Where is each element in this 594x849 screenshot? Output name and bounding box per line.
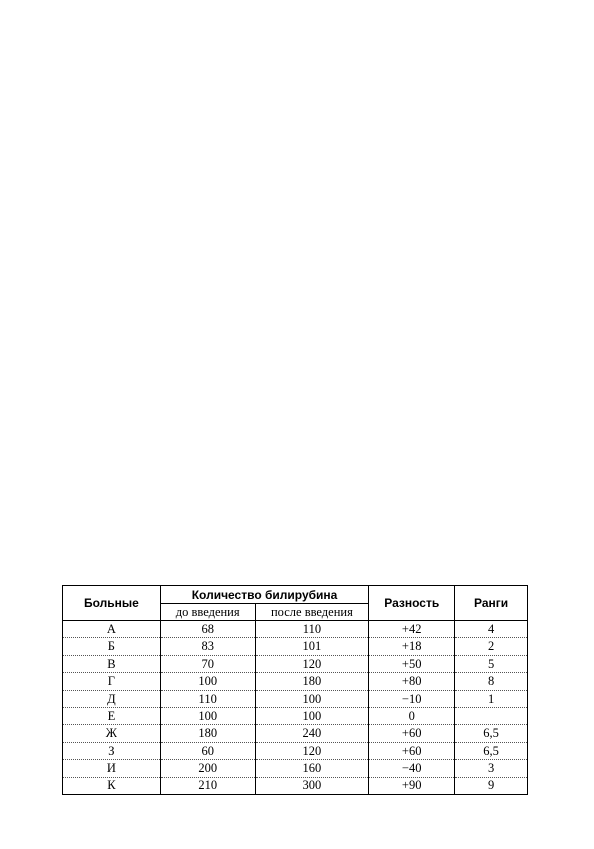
bilirubin-table (62, 585, 528, 795)
cell-difference: +60 (369, 725, 455, 742)
cell-difference: −10 (369, 690, 455, 707)
cell-rank: 9 (455, 777, 528, 794)
cell-before: 180 (160, 725, 255, 742)
cell-difference: +50 (369, 655, 455, 672)
cell-before: 200 (160, 760, 255, 777)
cell-after: 240 (255, 725, 369, 742)
cell-difference: +80 (369, 673, 455, 690)
cell-patient: Г (63, 673, 161, 690)
cell-patient: К (63, 777, 161, 794)
header-before: до введения (160, 604, 255, 621)
cell-rank: 2 (455, 638, 528, 655)
cell-after: 100 (255, 690, 369, 707)
cell-patient: З (63, 742, 161, 759)
cell-after: 110 (255, 621, 369, 638)
cell-after: 101 (255, 638, 369, 655)
cell-before: 60 (160, 742, 255, 759)
cell-rank: 1 (455, 690, 528, 707)
cell-patient: В (63, 655, 161, 672)
table-row (63, 760, 528, 777)
cell-rank: 6,5 (455, 725, 528, 742)
table-row (63, 725, 528, 742)
table-row (63, 690, 528, 707)
table-row (63, 621, 528, 638)
cell-difference: +60 (369, 742, 455, 759)
cell-rank: 5 (455, 655, 528, 672)
cell-patient: А (63, 621, 161, 638)
header-ranks: Ранги (455, 586, 528, 621)
cell-difference: +90 (369, 777, 455, 794)
cell-after: 180 (255, 673, 369, 690)
table-row (63, 673, 528, 690)
cell-patient: Е (63, 707, 161, 724)
cell-patient: Ж (63, 725, 161, 742)
header-bilirubin-group: Количество билирубина (160, 586, 368, 604)
cell-rank: 8 (455, 673, 528, 690)
cell-after: 160 (255, 760, 369, 777)
cell-patient: Б (63, 638, 161, 655)
cell-rank: 3 (455, 760, 528, 777)
cell-rank (455, 707, 528, 724)
cell-rank: 6,5 (455, 742, 528, 759)
table-row (63, 707, 528, 724)
cell-difference: +18 (369, 638, 455, 655)
cell-before: 210 (160, 777, 255, 794)
cell-patient: И (63, 760, 161, 777)
cell-difference: −40 (369, 760, 455, 777)
cell-before: 68 (160, 621, 255, 638)
cell-after: 120 (255, 655, 369, 672)
cell-before: 70 (160, 655, 255, 672)
cell-before: 110 (160, 690, 255, 707)
cell-before: 83 (160, 638, 255, 655)
header-after: после введения (255, 604, 369, 621)
cell-before: 100 (160, 707, 255, 724)
header-patients: Больные (63, 586, 161, 621)
cell-after: 100 (255, 707, 369, 724)
cell-difference: 0 (369, 707, 455, 724)
table-row (63, 777, 528, 794)
cell-rank: 4 (455, 621, 528, 638)
cell-patient: Д (63, 690, 161, 707)
cell-before: 100 (160, 673, 255, 690)
cell-after: 300 (255, 777, 369, 794)
cell-difference: +42 (369, 621, 455, 638)
header-difference: Разность (369, 586, 455, 621)
table-row (63, 742, 528, 759)
table-row (63, 655, 528, 672)
cell-after: 120 (255, 742, 369, 759)
table-row (63, 638, 528, 655)
